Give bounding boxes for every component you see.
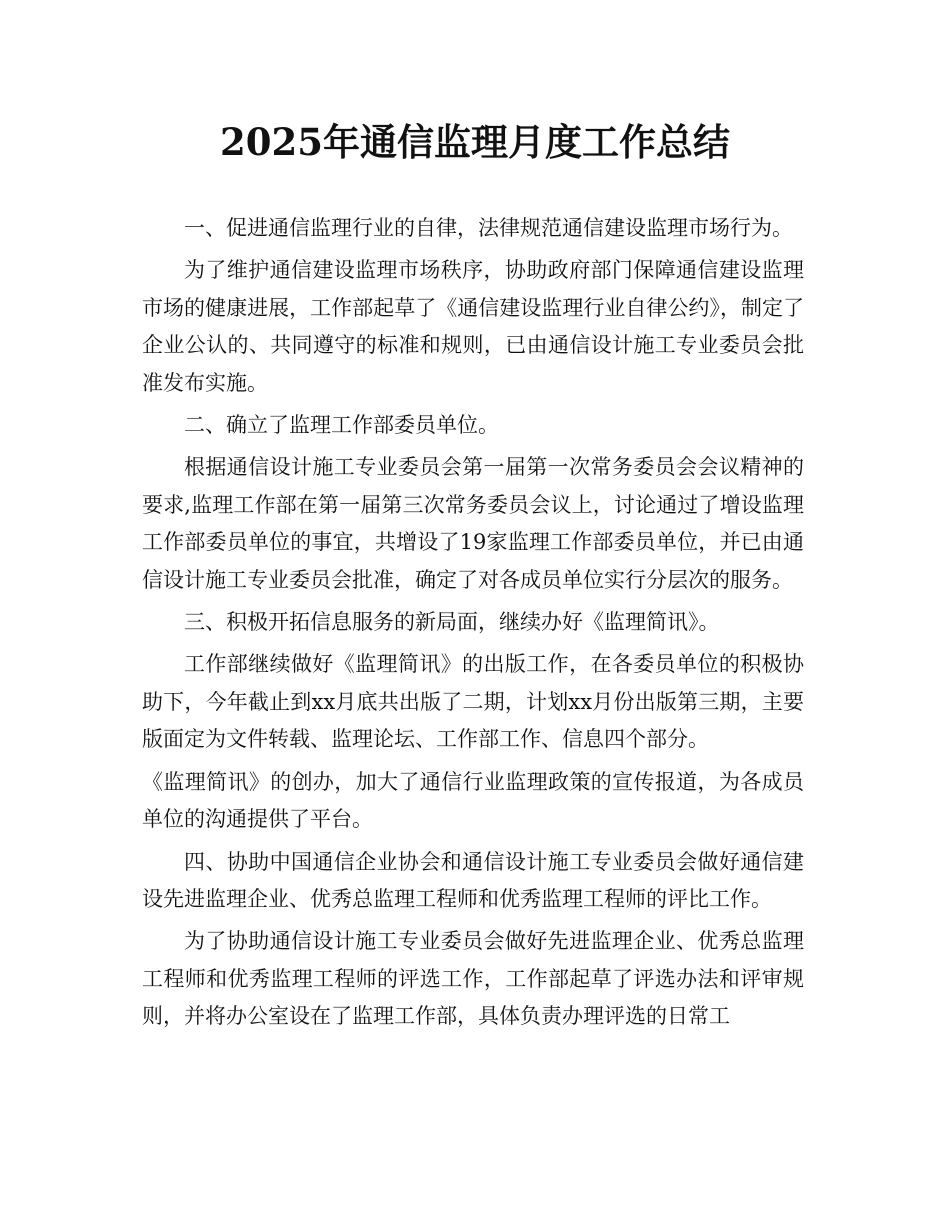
paragraph-section-3-body-continued: 《监理简讯》的创办，加大了通信行业监理政策的宣传报道，为各成员单位的沟通提供了平台。 <box>142 769 804 832</box>
paragraph-section-4-heading: 四、协助中国通信企业协会和通信设计施工专业委员会做好通信建设先进监理企业、优秀总监理工程师和优秀监理工程师的评比工作。 <box>142 849 804 911</box>
paragraph-section-2-body: 根据通信设计施工专业委员会第一届第一次常务委员会会议精神的要求,监理工作部在第一届第三次常务委员会议上，讨论通过了增设监理工作部委员单位的事宜，共增设了19家监理工作部委员单位，并已由通信设计施工专业委员会批准，确定了对各成员单位实行分层次的服务。 <box>142 455 804 592</box>
paragraph-section-3-heading: 三、积极开拓信息服务的新局面，继续办好《监理简讯》。 <box>184 610 720 635</box>
document-body <box>142 210 804 1041</box>
paragraph-section-3-body: 工作部继续做好《监理简讯》的出版工作，在各委员单位的积极协助下，今年截止到xx月底共出版了二期，计划xx月份出版第三期，主要版面定为文件转载、监理论坛、工作部工作、信息四个部分。 <box>142 652 804 752</box>
document-title: 2025年通信监理月度工作总结 <box>220 120 730 164</box>
paragraph-section-2-heading: 二、确立了监理工作部委员单位。 <box>184 413 499 438</box>
paragraph-section-1-heading: 一、促进通信监理行业的自律，法律规范通信建设监理市场行为。 <box>184 216 793 240</box>
paragraph-section-4-body: 为了协助通信设计施工专业委员会做好先进监理企业、优秀总监理工程师和优秀监理工程师的评选工作，工作部起草了评选办法和评审规则，并将办公室设在了监理工作部，具体负责办理评选的日常工 <box>142 929 804 1029</box>
paragraph-section-1-body: 为了维护通信建设监理市场秩序，协助政府部门保障通信建设监理市场的健康进展，工作部起草了《通信建设监理行业自律公约》，制定了企业公认的、共同遵守的标准和规则，已由通信设计施工专业委员会批准发布实施。 <box>142 258 804 395</box>
